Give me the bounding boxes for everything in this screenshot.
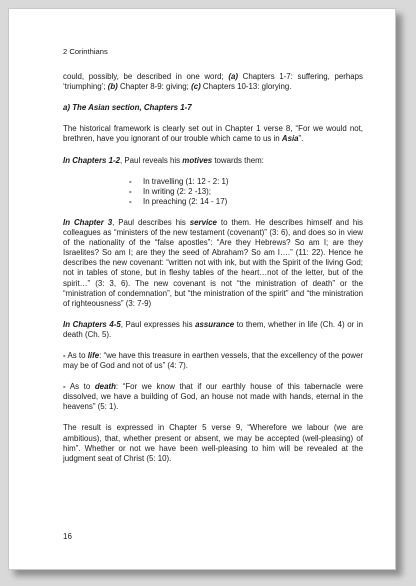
section-heading: a) The Asian section, Chapters 1-7 xyxy=(63,103,192,113)
death-keyword: death xyxy=(94,382,116,392)
life-text-2: : “we have this treasure in earthen vessels, that the excellency of the power may be of God and not of us” (4: 7). xyxy=(63,350,363,371)
list-item xyxy=(129,177,363,187)
page-number: 16 xyxy=(63,532,72,541)
framework-text-2: ”. xyxy=(298,134,304,144)
list-item-text: In preaching (2: 14 - 17) xyxy=(143,196,228,206)
chapter-3-text-2: to them. He describes himself and his colleagues as “ministers of the new testament (covenant)” (3: 6), and does so in view of the nationality of the “false apostles”: “Are they Hebrews? So am I; are they Israelites? So am I; are they the seed of Abraham? So am I….” (11: 22). Hence he describes the new covenant: “written not with ink, but with the Spirit of the living God; not in tables of stone, but in fleshy tables of the heart…not of the letter, but of the spirit…” (3: 3, 6). The new covenant is not “the ministration of death” or the “ministration of condemnation”, but “the ministration of the spirit” and “the ministration of righteousness” (3: 7-9) xyxy=(63,217,363,308)
intro-label-c: (c) xyxy=(191,82,201,92)
chapters-1-2-text-2: towards them: xyxy=(212,155,264,165)
life-keyword: life xyxy=(87,350,100,360)
book-page xyxy=(8,8,396,570)
intro-paragraph xyxy=(63,72,363,92)
list-item xyxy=(129,187,363,197)
dash-bullet: - xyxy=(63,382,66,392)
chapters-1-2-keyword: motives xyxy=(182,155,213,165)
life-paragraph xyxy=(63,351,363,371)
framework-asia: Asia xyxy=(281,134,299,144)
chapters-4-5-label: In Chapters 4-5 xyxy=(63,319,121,329)
chapters-4-5-keyword: assurance xyxy=(195,319,235,329)
life-text-1: As to xyxy=(65,350,88,360)
running-head: 2 Corinthians xyxy=(63,47,108,56)
intro-text-2: Chapters 1-7: suffering, perhaps ‘triumphing’; xyxy=(63,72,364,92)
intro-text-3: Chapter 8-9: giving; xyxy=(117,82,192,92)
dash-bullet: - xyxy=(129,186,132,196)
dash-bullet: - xyxy=(63,350,66,360)
dash-bullet: - xyxy=(129,176,132,186)
list-item-text: In travelling (1: 12 - 2: 1) xyxy=(143,176,229,186)
list-item-text: In writing (2: 2 -13); xyxy=(143,186,211,196)
intro-label-a: (a) xyxy=(228,72,238,82)
intro-text-4: Chapters 10-13: glorying. xyxy=(200,82,292,92)
motive-list xyxy=(63,177,363,207)
chapters-4-5-text-2: to them, whether in life (Ch. 4) or in death (Ch. 5). xyxy=(63,319,363,339)
intro-text-1: could, possibly, be described in one word; xyxy=(63,72,229,82)
page-content xyxy=(63,47,363,475)
chapters-4-5-text-1: , Paul expresses his xyxy=(120,319,196,329)
death-paragraph xyxy=(63,382,363,412)
death-text-2: : “For we know that if our earthly house of this tabernacle were dissolved, we have a building of God, an house not made with hands, eternal in the heavens” (5: 1). xyxy=(63,382,363,412)
chapters-1-2-paragraph xyxy=(63,156,363,166)
intro-label-b: (b) xyxy=(107,82,118,92)
list-item xyxy=(129,197,363,207)
chapters-1-2-text-1: , Paul reveals his xyxy=(120,155,183,165)
dash-bullet: - xyxy=(129,196,132,206)
result-paragraph: The result is expressed in Chapter 5 verse 9, “Wherefore we labour (we are ambitious), that, whether present or absent, we may be accepted (well-pleasing) of him”. Whether or not we have been well-pleasing to him will be revealed at the judgment seat of Christ (5: 10). xyxy=(63,423,363,463)
chapter-3-keyword: service xyxy=(189,217,217,227)
framework-paragraph xyxy=(63,124,363,144)
chapters-1-2-label: In Chapters 1-2 xyxy=(63,155,121,165)
chapter-3-paragraph xyxy=(63,218,363,309)
death-text-1: As to xyxy=(65,382,95,392)
chapter-3-label: In Chapter 3 xyxy=(63,217,113,227)
chapters-4-5-paragraph xyxy=(63,320,363,340)
framework-text-1: The historical framework is clearly set out in Chapter 1 verse 8, “For we would not, brethren, have you ignorant of our trouble which came to us in xyxy=(63,124,363,144)
chapter-3-text-1: , Paul describes his xyxy=(112,217,190,227)
